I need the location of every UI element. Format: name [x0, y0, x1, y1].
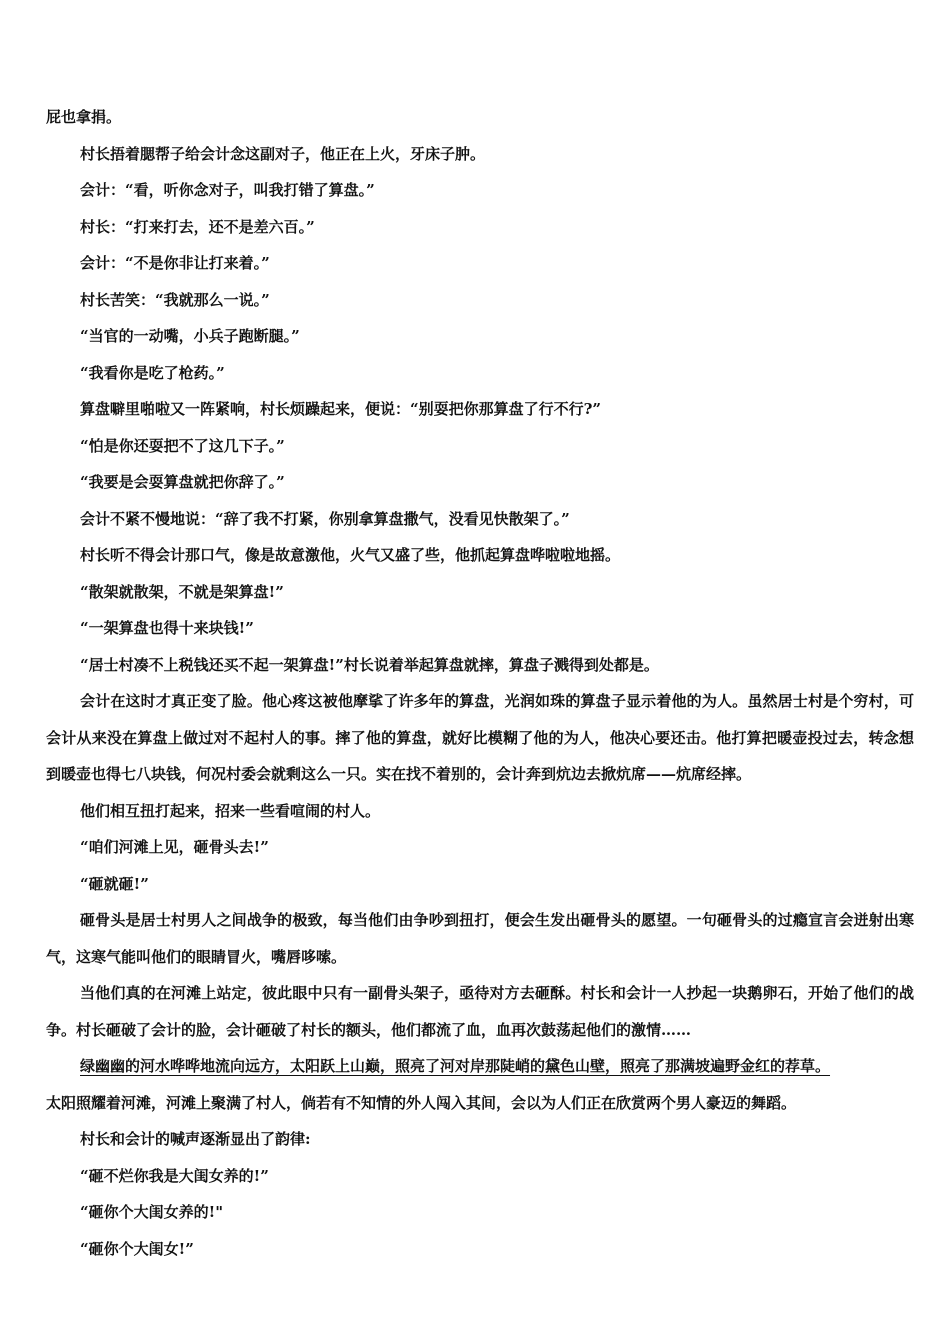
paragraph: “砸不烂你我是大闺女养的!”: [80, 1166, 269, 1185]
paragraph: “砸就砸!”: [80, 874, 149, 893]
paragraph: 村长和会计的喊声逐渐显出了韵律:: [80, 1130, 311, 1148]
paragraph: 算盘噼里啪啦又一阵紧响，村长烦躁起来，便说：“别耍把你那算盘了行不行?”: [80, 400, 602, 418]
paragraph: “居士村凑不上税钱还买不起一架算盘!”村长说着举起算盘就摔，算盘子溅得到处都是。: [80, 655, 659, 674]
underlined-sentence: 绿幽幽的河水哗哗地流向远方，太阳跃上山巅，照亮了河对岸那陡峭的黛色山壁，照亮了那满坡遍野金红的荐草。: [80, 1057, 831, 1075]
paragraph: 村长听不得会计那口气，像是故意激他，火气又盛了些，他抓起算盘哗啦啦地摇。: [80, 546, 621, 564]
paragraph: “砸你个大闺女养的!": [80, 1203, 224, 1221]
paragraph: “散架就散架，不就是架算盘!”: [80, 582, 284, 601]
paragraph: 会计不紧不慢地说：“辞了我不打紧，你别拿算盘撒气，没看见快散架了。”: [80, 509, 570, 528]
paragraph: 屁也拿捐。: [46, 108, 122, 126]
document-page: [46, 99, 914, 1267]
paragraph: 村长：“打来打去，还不是差六百。”: [80, 217, 315, 236]
paragraph: 砸骨头是居士村男人之间战争的极致，每当他们由争吵到扭打，便会生发出砸骨头的愿望。一句砸骨头的过瘾宣言会迸射出寒气，这寒气能叫他们的眼睛冒火，嘴唇哆嗦。: [46, 911, 914, 966]
paragraph: “我要是会耍算盘就把你辞了。”: [80, 473, 285, 491]
paragraph: “砸你个大闺女!”: [80, 1239, 194, 1258]
paragraph: 太阳照耀着河滩，河滩上聚满了村人，倘若有不知情的外人闯入其间，会以为人们正在欣赏两个男人豪迈的舞蹈。: [46, 1093, 797, 1112]
paragraph: 村长捂着腮帮子给会计念这副对子，他正在上火，牙床子肿。: [80, 144, 486, 163]
paragraph: 村长苦笑：“我就那么一说。”: [80, 290, 270, 309]
paragraph: “我看你是吃了枪药。”: [80, 363, 225, 382]
paragraph: 当他们真的在河滩上站定，彼此眼中只有一副骨头架子，亟待对方去砸酥。村长和会计一人抄起一块鹅卵石，开始了他们的战争。村长砸破了会计的脸，会计砸破了村长的额头，他们都流了血，血再次鼓荡起他们的激情……: [46, 984, 914, 1039]
paragraph: “咱们河滩上见，砸骨头去!”: [80, 838, 269, 856]
paragraph: “怕是你还耍把不了这几下子。”: [80, 436, 285, 455]
paragraph: 会计：“不是你非让打来着。”: [80, 254, 270, 272]
paragraph: 他们相互扭打起来，招来一些看喧闹的村人。: [80, 801, 381, 820]
paragraph: “一架算盘也得十来块钱!”: [80, 619, 254, 637]
paragraph: 会计：“看，听你念对子，叫我打错了算盘。”: [80, 181, 375, 199]
paragraph: 会计在这时才真正变了脸。他心疼这被他摩挲了许多年的算盘，光润如珠的算盘子显示着他的为人。虽然居士村是个穷村，可会计从来没在算盘上做过对不起村人的事。摔了他的算盘，就好比模糊了他的为人，他决心要还击。他打算把暖壶投过去，转念想到暖壶也得七八块钱，何况村委会就剩这么一只。实在找不着别的，会计奔到炕边去掀炕席——炕席经摔。: [46, 692, 914, 783]
paragraph: “当官的一动嘴，小兵子跑断腿。”: [80, 327, 300, 345]
